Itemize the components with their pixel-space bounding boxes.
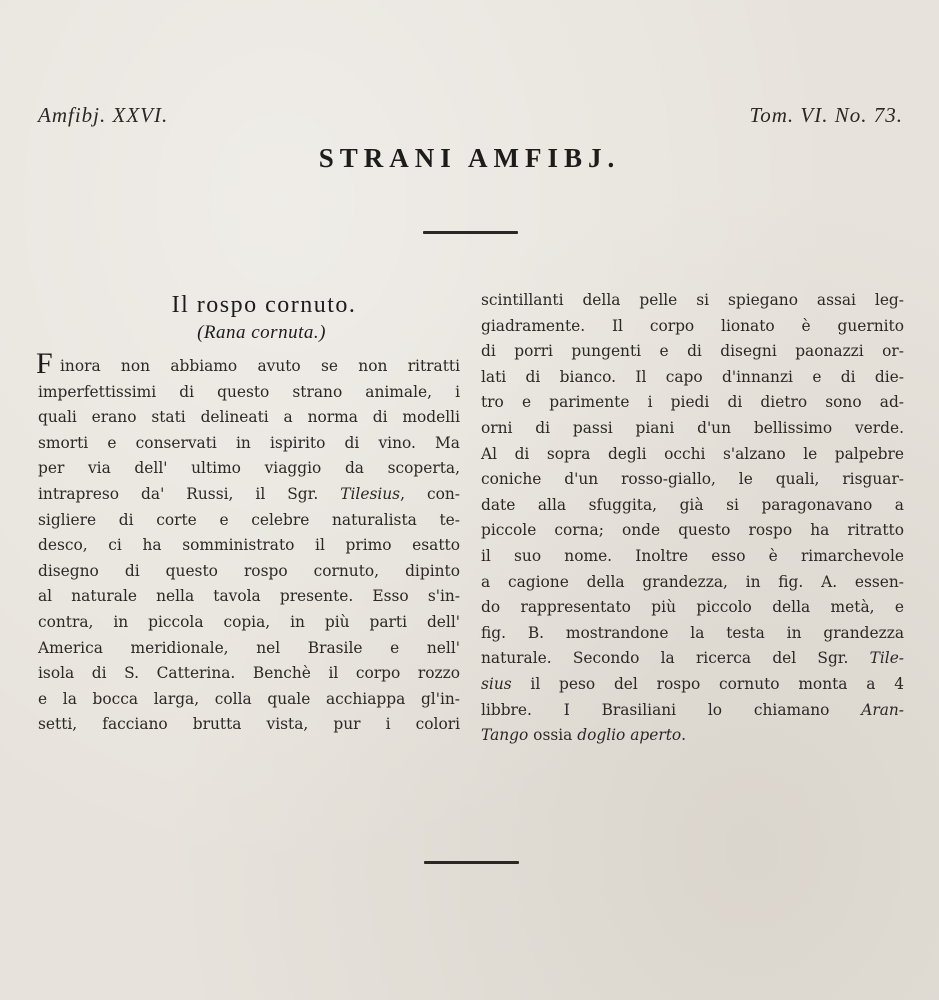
text-line: do rappresentato più piccolo della metà, e <box>481 598 904 617</box>
text-line: coniche d'un rosso-giallo, le quali, risguar- <box>481 470 904 489</box>
text-line: sius il peso del rospo cornuto monta a 4 <box>481 674 904 693</box>
text-line: a cagione della grandezza, in fig. A. essen- <box>481 572 904 591</box>
text-line: Tango ossia doglio aperto. <box>481 726 687 745</box>
text-line: isola di S. Catterina. Benchè il corpo rozzo <box>38 664 460 683</box>
bottom-rule-divider <box>424 861 519 864</box>
text-line: e la bocca larga, colla quale acchiappa gl'in- <box>38 689 460 708</box>
right-column <box>481 288 904 749</box>
drop-cap: F <box>36 347 53 380</box>
text-line: orni di passi piani d'un bellissimo verde. <box>481 418 904 437</box>
text-line: libbre. I Brasiliani lo chiamano Aran- <box>481 700 904 719</box>
text-line: per via dell' ultimo viaggio da scoperta, <box>38 459 460 478</box>
text-line: sigliere di corte e celebre naturalista te- <box>38 510 460 529</box>
text-line: naturale. Secondo la ricerca del Sgr. Tile- <box>481 649 904 668</box>
article-subtitle: (Rana cornuta.) <box>197 322 326 343</box>
text-line: tro e parimente i piedi di dietro sono ad- <box>481 393 904 412</box>
text-line: scintillanti della pelle si spiegano assai leg- <box>481 291 904 309</box>
text-line: date alla sfuggita, già si paragonavano a <box>481 495 904 514</box>
text-line: al naturale nella tavola presente. Esso s'in- <box>38 587 460 606</box>
volume-number: Tom. VI. No. 73. <box>749 103 903 127</box>
top-rule-divider <box>423 231 518 234</box>
text-line: desco, ci ha somministrato il primo esatto <box>38 536 460 555</box>
plate-number: Amfibj. XXVI. <box>38 103 169 127</box>
text-line: disegno di questo rospo cornuto, dipinto <box>38 561 460 580</box>
text-line: di porri pungenti e di disegni paonazzi or- <box>481 342 904 361</box>
article-title: Il rospo cornuto. <box>171 292 357 318</box>
text-line: piccole corna; onde questo rospo ha ritratto <box>481 521 904 540</box>
text-line: il suo nome. Inoltre esso è rimarchevole <box>481 546 904 565</box>
text-line: F inora non abbiamo avuto se non ritratti <box>36 347 460 380</box>
text-line: setti, facciano brutta vista, pur i colori <box>38 715 460 734</box>
text-line: Al di sopra degli occhi s'alzano le palpebre <box>481 444 904 463</box>
text-line: fig. B. mostrandone la testa in grandezza <box>481 623 904 642</box>
text-line: giadramente. Il corpo lionato è guernito <box>481 316 904 335</box>
text-line: contra, in piccola copia, in più parti dell' <box>38 612 460 631</box>
left-column <box>38 288 460 738</box>
text-line: smorti e conservati in ispirito di vino. Ma <box>38 433 460 452</box>
text-line: quali erano stati delineati a norma di modelli <box>38 408 460 427</box>
text-line: lati di bianco. Il capo d'innanzi e di die- <box>481 367 904 386</box>
page-title: STRANI AMFIBJ. <box>318 143 621 173</box>
text-line: America meridionale, nel Brasile e nell' <box>38 638 460 657</box>
text-line: imperfettissimi di questo strano animale, i <box>38 382 460 401</box>
text-line: intrapreso da' Russi, il Sgr. Tilesius, con- <box>38 484 460 503</box>
